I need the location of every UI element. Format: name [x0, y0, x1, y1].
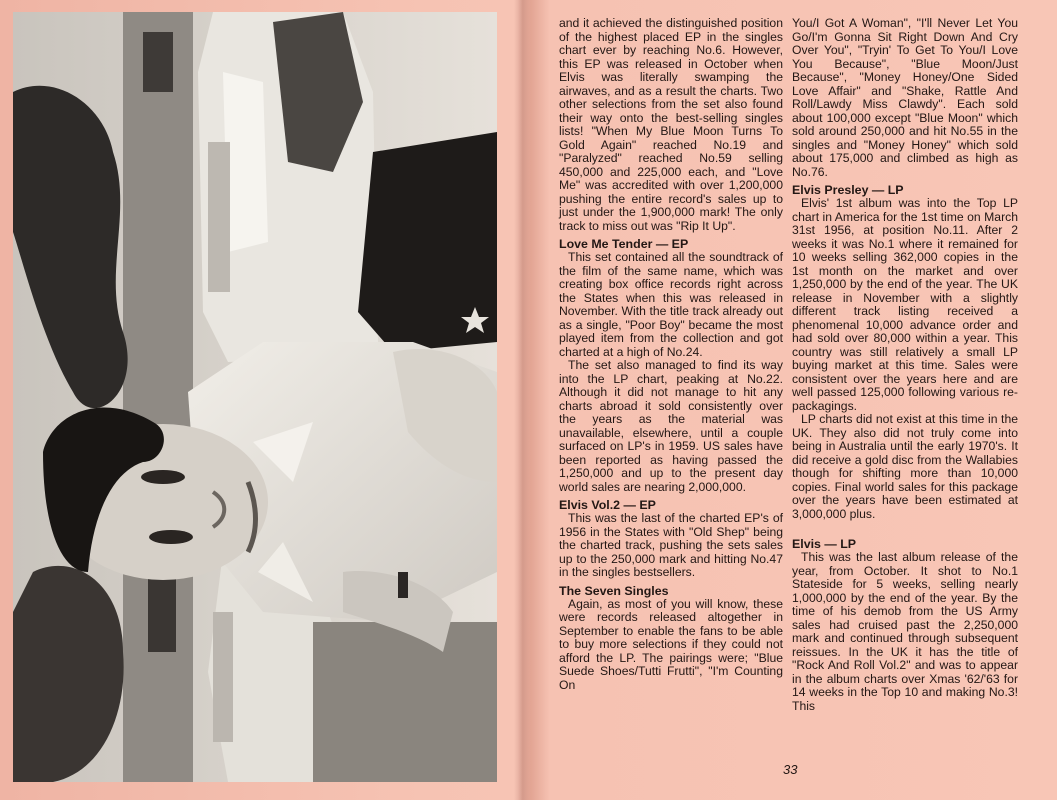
paragraph: LP charts did not exist at this time in the UK. They also did not truly come into being in Australia until the early 1970's. It did receive a gold disc from the Wallabies though for shifting more than 10,000 copies. Final world sales for this package over the years have been estimated at 3,000,000 plus.	[792, 412, 1018, 521]
paragraph: The set also managed to find its way into the LP chart, peaking at No.22. Although it did not manage to hit any charts abroad it sold consistently over the years as the material was unavailable, elsewhere, until a couple surfaced on LP's in 1959. US sales have been reported as having passed the 1,250,000 and up to the present day world sales are nearing 2,000,000.	[559, 358, 783, 494]
text-column-left	[559, 17, 783, 692]
paragraph: This was the last album release of the year, from October. It shot to No.1 Stateside for 5 weeks, selling nearly 1,000,000 by the end of the year. By the time of his demob from the US Army sales had cruised past the 2,250,000 mark and continued through subsequent reissues. In the UK it has the title of "Rock And Roll Vol.2" and was to appear in the album charts over Xmas '62/'63 for 14 weeks in the Top 10 and making No.3! This	[792, 550, 1018, 713]
page-gutter	[514, 0, 530, 800]
text-column-right	[792, 17, 1018, 713]
paragraph: You/I Got A Woman", "I'll Never Let You Go/I'm Gonna Sit Right Down And Cry Over You", "Tryin' To Get To You/I Love You Because", "Blue Moon/Just Because", "Money Honey/One Sided Love Affair" and "Shake, Rattle And Roll/Lawdy Miss Clawdy". Each sold about 100,000 except "Blue Moon" which sold around 250,000 and hit No.55 in the singles and "Money Honey" which sold about 175,000 and climbed as high as No.76.	[792, 16, 1018, 179]
section-heading: Elvis Presley — LP	[792, 183, 904, 197]
section-heading: Elvis Vol.2 — EP	[559, 498, 656, 512]
photo-illustration	[13, 12, 497, 782]
page-number: 33	[783, 762, 798, 777]
section-heading: Elvis — LP	[792, 537, 857, 551]
paragraph: This was the last of the charted EP's of 1956 in the States with "Old Shep" being the charted track, pushing the sets sales up to the 250,000 mark and hitting No.47 in the singles bestsellers.	[559, 511, 783, 579]
paragraph: This set contained all the soundtrack of the film of the same name, which was creating box office records right across the States when this was released in November. With the title track already out as a single, "Poor Boy" became the most played item from the collection and got charted at a high of No.24.	[559, 250, 783, 359]
paragraph: Again, as most of you will know, these were records released altogether in September to enable the fans to be able to buy more selections if they could not afford the LP. The pairings were; "Blue Suede Shoes/Tutti Frutti", "I'm Counting On	[559, 596, 783, 692]
paragraph: and it achieved the distinguished position of the highest placed EP in the singles chart ever by reaching No.6. However, this EP was released in October when Elvis was literally swamping the airwaves, and as a result the charts. Two other selections from the set also found their way onto the best-selling singles lists! "When My Blue Moon Turns To Gold Again" reached No.19 and "Paralyzed" reached No.59 selling 450,000 and 225,000 each, and "Love Me" was accredited with over 1,200,000 pushing the entire record's sales up to just under the 1,900,000 mark! The only track to miss out was "Rip It Up".	[559, 16, 783, 233]
section-heading: Love Me Tender — EP	[559, 237, 689, 251]
section-heading: The Seven Singles	[559, 583, 669, 598]
paragraph: Elvis' 1st album was into the Top LP chart in America for the 1st time on March 31st 1956, at position No.11. After 2 weeks it was No.1 where it remained for 10 weeks selling 362,000 copies in the 1st month on the market and over 1,250,000 by the end of the year. The UK release in November with a slightly different track listing received a phenomenal 10,000 advance order and had sold over 80,000 within a year. This country was still relatively a small LP buying market at this time. Sales were consistent over the years here and are well passed 125,000 following various re-packagings.	[792, 196, 1018, 413]
photo-elvis-leaning-on-car	[13, 12, 497, 782]
